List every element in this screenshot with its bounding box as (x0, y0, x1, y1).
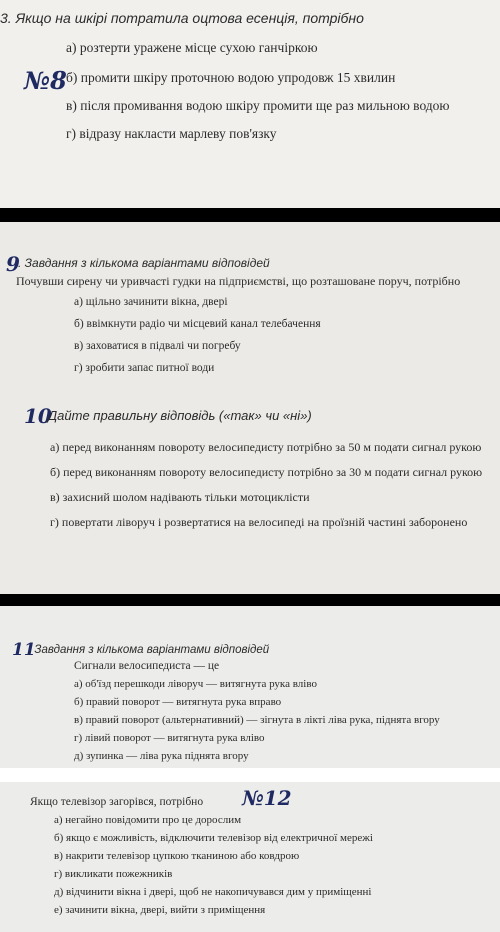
question-10-option-a: а) перед виконанням повороту велосипедисту потрібно за 50 м подати сигнал рукою (50, 440, 482, 454)
question-8-text: 3. Якщо на шкірі потратила оцтова есенція, потрібно (0, 10, 364, 26)
question-11-text: Сигнали велосипедиста — це (74, 660, 220, 672)
handwritten-number-11: 11 (12, 640, 36, 660)
question-10-option-c: в) захисний шолом надівають тільки мотоциклісти (50, 490, 310, 504)
question-11-option-a: а) об'їзд перешкоди ліворуч — витягнута рука вліво (74, 678, 317, 690)
question-12-text: Якщо телевізор загорівся, потрібно (30, 796, 204, 808)
question-10-option-b: б) перед виконанням повороту велосипедисту потрібно за 30 м подати сигнал рукою (50, 465, 483, 479)
question-8-option-d: г) відразу накласти марлеву пов'язку (66, 126, 277, 141)
question-10-option-d: г) повертати ліворуч і розвертатися на велосипеді на проїзній частині заборонено (50, 515, 468, 529)
question-9-option-c: в) заховатися в підвалі чи погребу (74, 340, 241, 352)
black-separator-2 (0, 594, 500, 606)
question-9-heading: . Завдання з кількома варіантами відповідей (18, 256, 270, 270)
question-8-option-c: в) після промивання водою шкіру промити ще раз мильною водою (66, 98, 450, 113)
question-12-option-a: а) негайно повідомити про це дорослим (54, 814, 242, 826)
question-10-heading: Дайте правильну відповідь («так» чи «ні») (48, 408, 312, 423)
white-gap (0, 768, 500, 782)
question-8-option-b: б) промити шкіру проточною водою упродовж 15 хвилин (66, 70, 396, 85)
questions-11-12-panel (0, 606, 500, 932)
question-11-option-d: г) лівий поворот — витягнута рука вліво (74, 732, 265, 744)
questions-9-10-panel (0, 222, 500, 594)
question-12-option-c: в) накрити телевізор цупкою тканиною або ковдрою (54, 850, 300, 862)
question-11-option-b: б) правий поворот — витягнута рука вправо (74, 696, 282, 708)
question-11-heading: . Завдання з кількома варіантами відповідей (28, 644, 270, 656)
handwritten-number-12: №12 (242, 786, 292, 810)
handwritten-number-8: №8 (24, 66, 67, 95)
question-12-option-d: г) викликати пожежників (54, 868, 173, 880)
question-12-option-f: е) зачинити вікна, двері, вийти з приміщення (54, 904, 266, 916)
question-11-option-c: в) правий поворот (альтернативний) — зігнута в лікті ліва рука, піднята вгору (74, 714, 440, 726)
question-9-text: Почувши сирену чи уривчасті гудки на підприємстві, що розташоване поруч, потрібно (16, 274, 461, 288)
question-11-option-e: д) зупинка — ліва рука піднята вгору (74, 750, 249, 762)
question-9-option-b: б) ввімкнути радіо чи місцевий канал телебачення (74, 318, 321, 330)
question-12-option-e: д) відчинити вікна і двері, щоб не накопичувався дим у приміщенні (54, 886, 372, 898)
handwritten-number-10: 10 (24, 404, 52, 428)
question-9-option-a: а) щільно зачинити вікна, двері (74, 296, 228, 308)
handwritten-number-9: 9 (6, 252, 20, 276)
question-8-option-a: а) розтерти уражене місце сухою ганчіркою (66, 40, 318, 55)
question-8-panel (0, 0, 500, 208)
black-separator-1 (0, 208, 500, 222)
question-9-option-d: г) зробити запас питної води (74, 362, 215, 374)
question-12-option-b: б) якщо є можливість, відключити телевізор від електричної мережі (54, 832, 373, 844)
